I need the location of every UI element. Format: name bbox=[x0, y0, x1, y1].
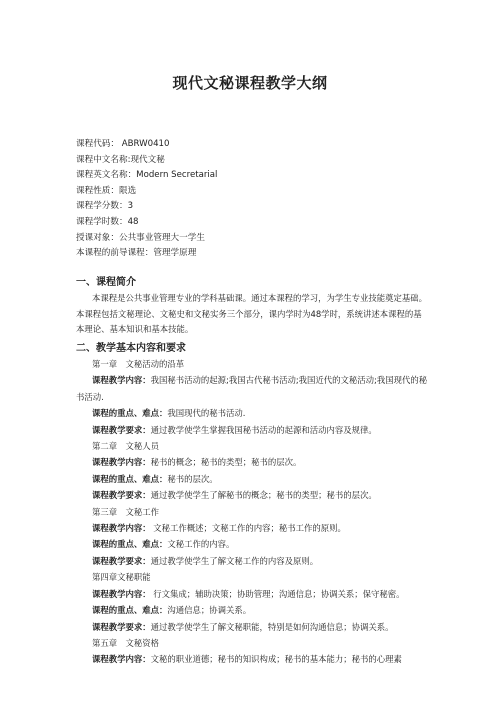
course-info bbox=[76, 137, 436, 262]
content-label: 课程教学内容： bbox=[92, 588, 151, 599]
chapter-content-row bbox=[76, 586, 432, 602]
req-label: 课程教学要求： bbox=[92, 490, 151, 501]
key-text: 我国现代的秘书活动. bbox=[167, 408, 246, 419]
info-chinese-name: 课程中文名称:现代文秘 bbox=[76, 154, 165, 165]
document-title: 现代文秘课程教学大纲 bbox=[172, 74, 328, 92]
chapter-content-row bbox=[76, 454, 432, 470]
chapter-title: 第三章 文秘工作 bbox=[92, 506, 159, 517]
intro-paragraph: 本课程是公共事业管理专业的学科基础课。通过本课程的学习，为学生专业技能奠定基础。本课程包括文秘理论、文秘史和文秘实务三个部分，课内学时为48学时，系统讲述本课程的基本理论、基本知识和基本技能。 bbox=[76, 293, 427, 334]
content-label: 课程教学内容： bbox=[92, 457, 151, 468]
req-text: 通过教学使学生了解秘书的概念；秘书的类型；秘书的层次。 bbox=[150, 490, 377, 501]
key-text: 秘书的层次。 bbox=[167, 473, 218, 484]
content-label: 课程教学内容： bbox=[92, 523, 151, 534]
chapter-content-row bbox=[76, 520, 432, 536]
info-credits: 课程学分数：3 bbox=[76, 201, 134, 212]
section-heading-intro: 一、课程简介 bbox=[76, 277, 136, 288]
section-heading-content: 二、教学基本内容和要求 bbox=[76, 343, 186, 354]
content-text: 文秘的职业道德；秘书的知识构成；秘书的基本能力；秘书的心理素 bbox=[150, 654, 402, 665]
req-text: 通过教学使学生了解文秘职能，特别是如何沟通信息；协调关系。 bbox=[150, 621, 394, 632]
req-text: 通过教学使学生了解文秘工作的内容及原则。 bbox=[150, 555, 319, 566]
chapter-list bbox=[76, 356, 432, 668]
content-label: 课程教学内容： bbox=[92, 375, 151, 386]
chapter-title: 第五章 文秘资格 bbox=[92, 637, 159, 648]
chapter-title: 第二章 文秘人员 bbox=[92, 441, 159, 452]
content-text: 秘书的概念；秘书的类型；秘书的层次。 bbox=[150, 457, 302, 468]
key-text: 文秘工作的内容。 bbox=[167, 539, 235, 550]
key-label: 课程的重点、难点： bbox=[92, 408, 168, 419]
chapter-title: 第四章文秘职能 bbox=[92, 572, 151, 583]
chapter-key-row bbox=[76, 471, 432, 487]
chapter-content-row bbox=[76, 651, 432, 667]
req-label: 课程教学要求： bbox=[92, 621, 151, 632]
info-prerequisite: 本课程的前导课程：管理学原理 bbox=[76, 248, 197, 259]
req-label: 课程教学要求： bbox=[92, 555, 151, 566]
chapter-key-row bbox=[76, 405, 432, 421]
chapter-req-row bbox=[76, 619, 432, 635]
info-audience: 授课对象：公共事业管理大一学生 bbox=[76, 232, 205, 243]
content-text: 行文集成；辅助决策；协助管理；沟通信息；协调关系；保守秘密。 bbox=[150, 588, 405, 599]
chapter-req-row bbox=[76, 487, 432, 503]
chapter-req-row bbox=[76, 422, 432, 438]
content-label: 课程教学内容： bbox=[92, 654, 151, 665]
req-label: 课程教学要求： bbox=[92, 424, 151, 435]
chapter-key-row bbox=[76, 602, 432, 618]
chapter-content-row bbox=[76, 372, 432, 405]
info-english-name: 课程英文名称：Modern Secretarial bbox=[76, 170, 218, 181]
chapter-key-row bbox=[76, 536, 432, 552]
content-text: 文秘工作概述；文秘工作的内容；秘书工作的原则。 bbox=[150, 523, 346, 534]
req-text: 通过教学使学生掌握我国秘书活动的起源和活动内容及规律。 bbox=[150, 424, 377, 435]
chapter-title: 第一章 文秘活动的沿革 bbox=[92, 359, 185, 369]
key-label: 课程的重点、难点： bbox=[92, 473, 168, 484]
chapter-req-row bbox=[76, 553, 432, 569]
info-hours: 课程学时数：48 bbox=[76, 216, 139, 227]
key-text: 沟通信息；协调关系。 bbox=[167, 605, 252, 616]
info-course-code: 课程代码： ABRW0410 bbox=[76, 139, 170, 149]
content-text: 我国秘书活动的起源;我国古代秘书活动;我国近代的文秘活动;我国现代的秘书活动. bbox=[76, 375, 428, 402]
info-course-type: 课程性质：限选 bbox=[76, 185, 137, 196]
key-label: 课程的重点、难点： bbox=[92, 539, 168, 550]
key-label: 课程的重点、难点： bbox=[92, 605, 168, 616]
